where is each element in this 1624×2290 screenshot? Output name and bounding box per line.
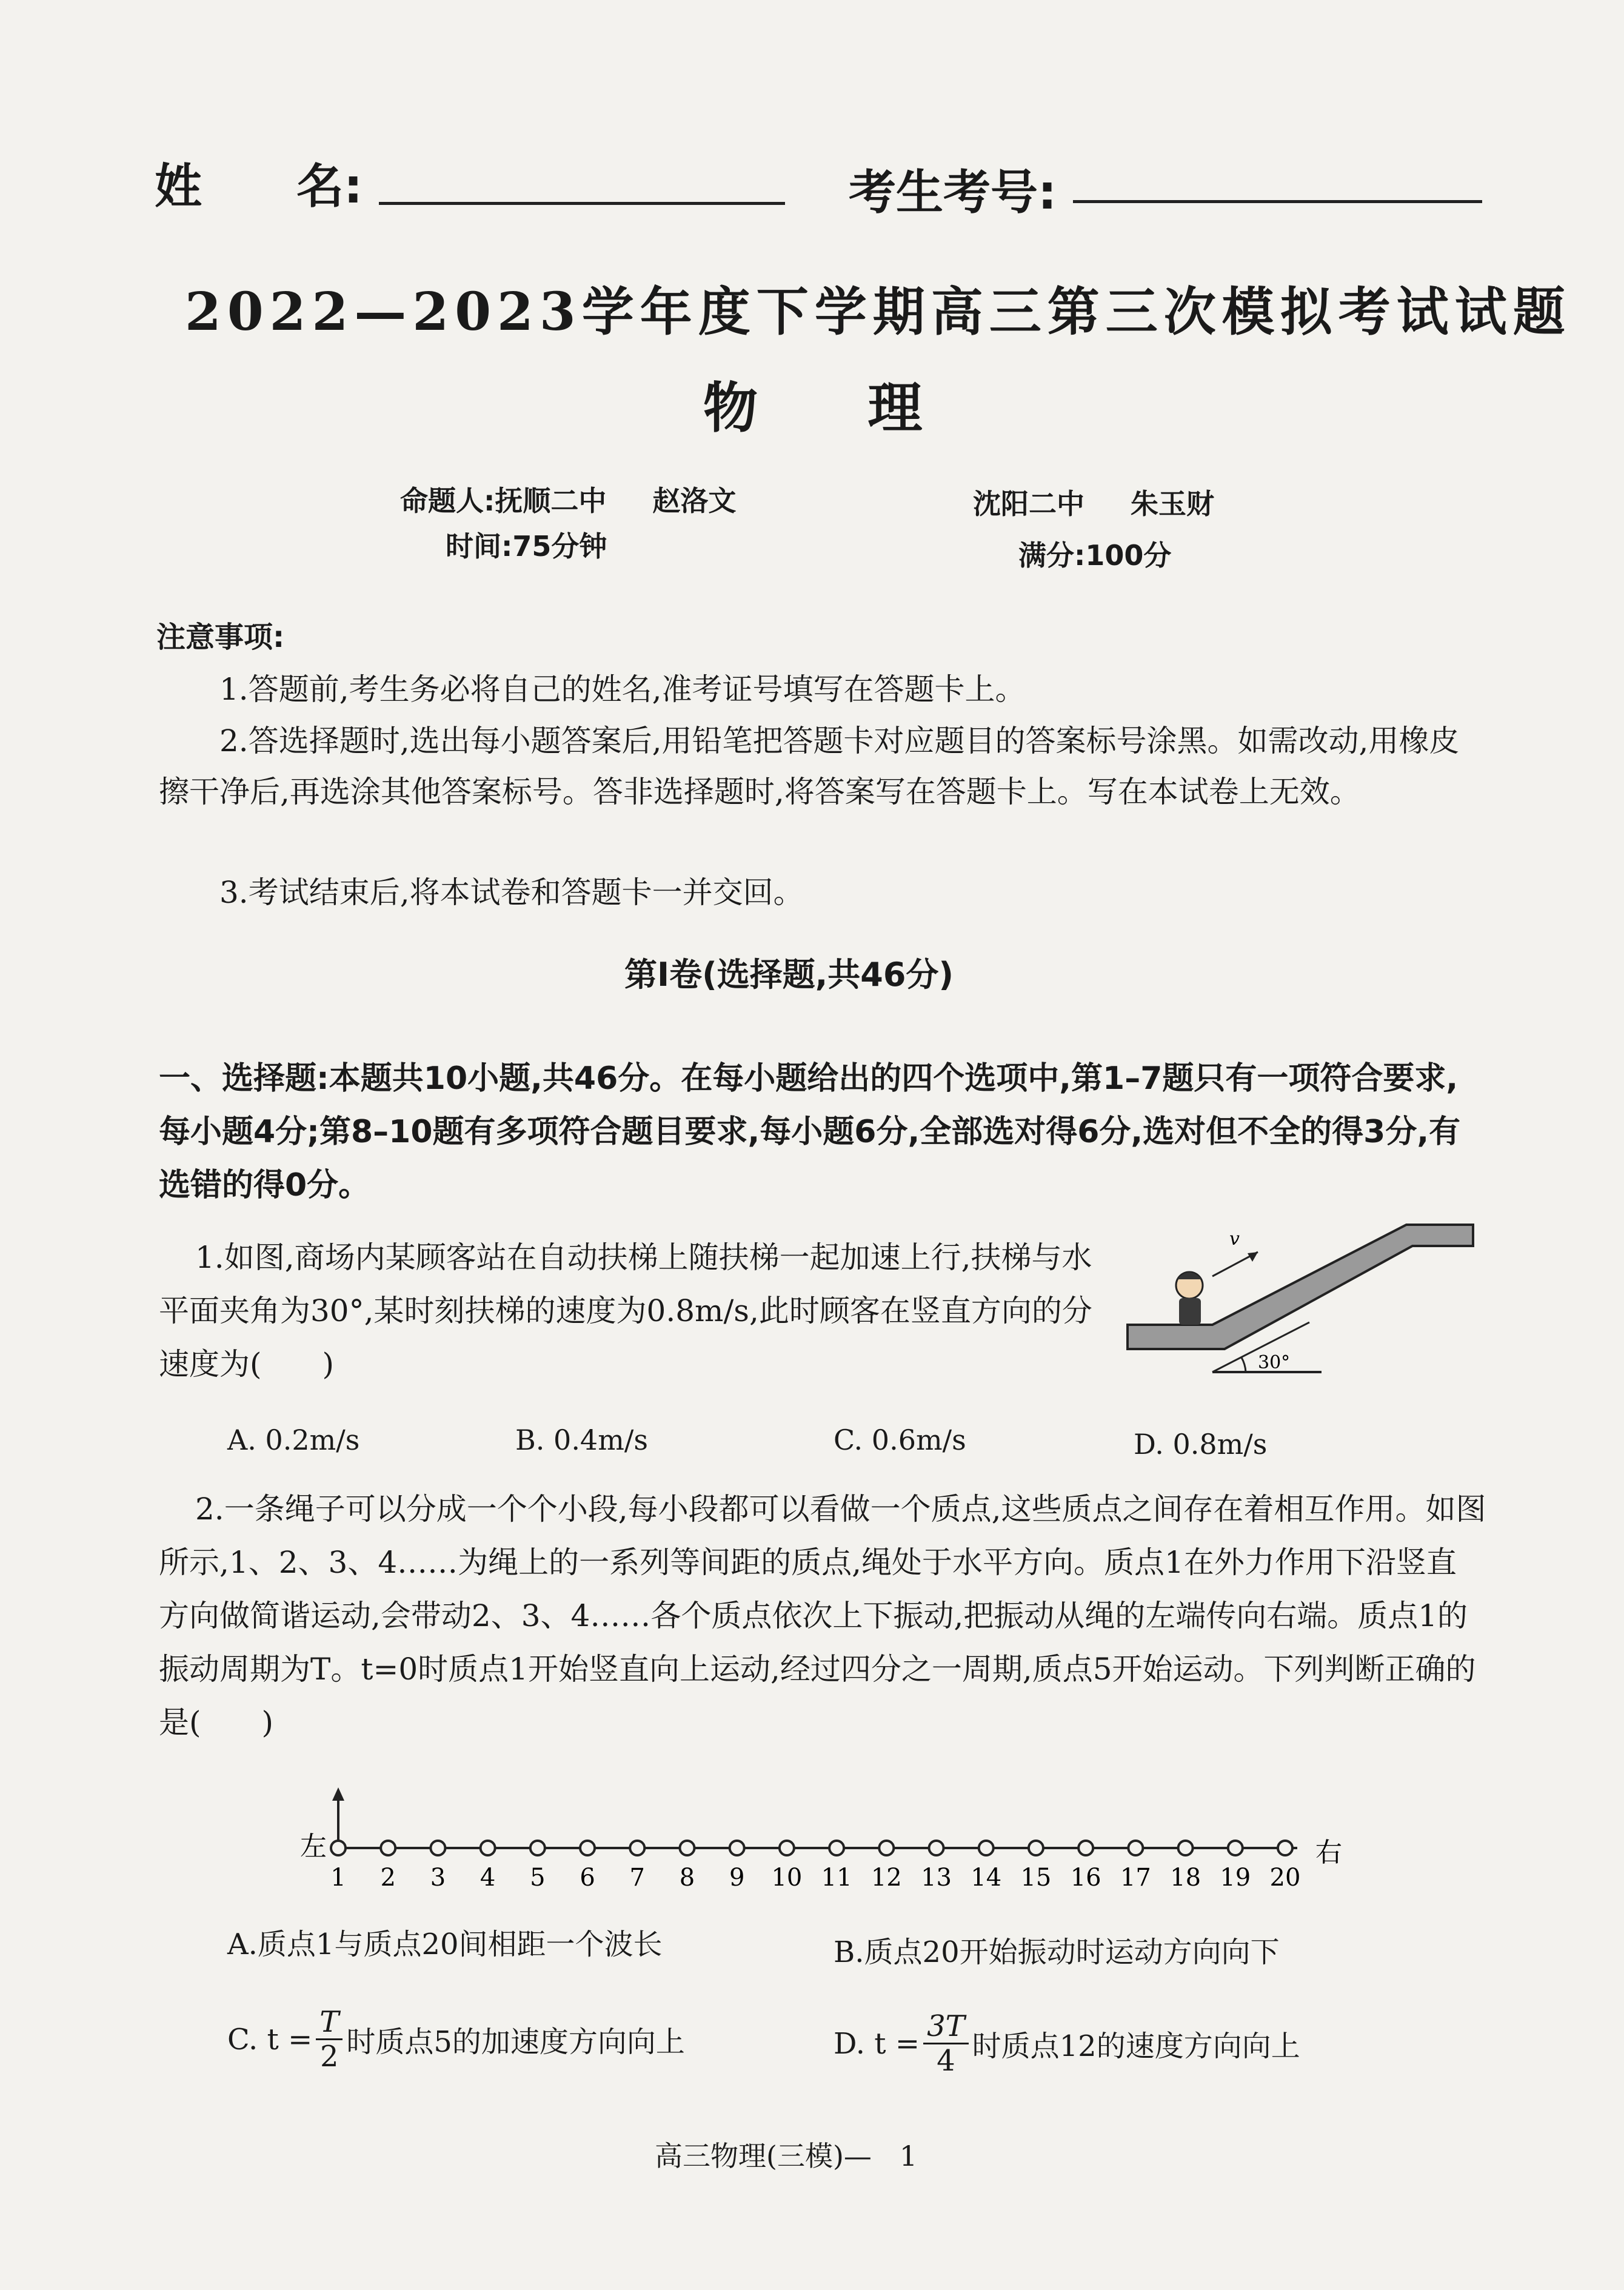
rope-point-label-6: 6 xyxy=(580,1864,595,1892)
q1-option-d: D. 0.8m/s xyxy=(1134,1428,1268,1461)
left-label: 左 xyxy=(300,1831,327,1862)
customer-body xyxy=(1179,1298,1201,1325)
right-label: 右 xyxy=(1315,1837,1342,1868)
rope-point-label-3: 3 xyxy=(430,1864,446,1892)
escalator-figure xyxy=(1121,1210,1479,1385)
rope-point-label-14: 14 xyxy=(971,1864,1002,1892)
section-title: 第Ⅰ卷(选择题,共46分) xyxy=(624,956,954,994)
force-axis-arrowhead xyxy=(332,1787,344,1801)
author-line xyxy=(400,479,736,519)
subject-char-1: 物 xyxy=(703,376,758,440)
notice-item-2: 2.答选择题时,选出每小题答案后,用铅笔把答题卡对应题目的答案标号涂黑。如需改动,用橡皮擦干净后,再选涂其他答案标号。答非选择题时,将答案写在答题卡上。写在本试卷上无效。 xyxy=(159,723,1460,809)
rope-point-label-13: 13 xyxy=(921,1864,952,1892)
rope-point-label-4: 4 xyxy=(480,1864,496,1892)
q2-option-d xyxy=(834,2010,1300,2077)
q1-option-a: A. 0.2m/s xyxy=(227,1424,360,1456)
page-footer: 高三物理(三模)— 1 xyxy=(655,2140,918,2172)
rope-point-label-7: 7 xyxy=(629,1864,645,1892)
author-line-2 xyxy=(973,482,1214,522)
exam-time: 时间:75分钟 xyxy=(446,530,607,563)
notice-item-3: 3.考试结束后,将本试卷和答题卡一并交回。 xyxy=(219,875,804,910)
subject-char-2: 理 xyxy=(867,376,923,440)
rope-point-label-16: 16 xyxy=(1070,1864,1101,1892)
rope-point-label-20: 20 xyxy=(1269,1864,1301,1892)
rope-point-label-12: 12 xyxy=(870,1864,902,1892)
rope-point-5 xyxy=(530,1841,545,1855)
rope-point-12 xyxy=(879,1841,894,1855)
rope-point-label-10: 10 xyxy=(771,1864,803,1892)
name-label: 姓 名: xyxy=(155,159,363,214)
q2-option-c-prefix: C. t = xyxy=(227,2022,313,2057)
rope-point-2 xyxy=(381,1841,395,1855)
rope-point-label-8: 8 xyxy=(679,1864,695,1892)
rope-point-14 xyxy=(979,1841,994,1855)
angle-label: 30° xyxy=(1258,1352,1291,1373)
rope-point-20 xyxy=(1278,1841,1292,1855)
rope-point-10 xyxy=(780,1841,794,1855)
q2-option-c-numerator: T xyxy=(316,2006,343,2040)
rope-figure xyxy=(291,1783,1358,1904)
rope-point-17 xyxy=(1128,1841,1143,1855)
rope-point-11 xyxy=(829,1841,844,1855)
school-2: 沈阳二中 xyxy=(973,487,1084,520)
rope-point-15 xyxy=(1029,1841,1043,1855)
rope-point-1 xyxy=(331,1841,346,1855)
author-2: 朱玉财 xyxy=(1131,487,1215,520)
q1-option-b: B. 0.4m/s xyxy=(515,1424,648,1456)
notice-item-1: 1.答题前,考生务必将自己的姓名,准考证号填写在答题卡上。 xyxy=(219,672,1026,707)
q2-option-c-denominator: 2 xyxy=(320,2040,339,2074)
q2-option-c-suffix: 时质点5的加速度方向向上 xyxy=(346,2025,685,2059)
rope-point-label-1: 1 xyxy=(330,1864,346,1892)
rope-point-label-17: 17 xyxy=(1120,1864,1151,1892)
rope-point-6 xyxy=(580,1841,595,1855)
rope-point-19 xyxy=(1228,1841,1243,1855)
q2-option-b: B.质点20开始振动时运动方向向下 xyxy=(834,1935,1280,1969)
rope-point-7 xyxy=(630,1841,644,1855)
full-score: 满分:100分 xyxy=(1018,539,1172,572)
rope-point-4 xyxy=(481,1841,495,1855)
author-1: 赵洛文 xyxy=(652,484,737,517)
rope-point-label-18: 18 xyxy=(1170,1864,1201,1892)
q2-stem: 2.一条绳子可以分成一个个小段,每小段都可以看做一个质点,这些质点之间存在着相互作用。如图所示,1、2、3、4……为绳上的一系列等间距的质点,绳处于水平方向。质点1在外力作用下沿竖直方向做简谐运动,会带动2、3、4……各个质点依次上下振动,把振动从绳的左端传向右端。质点1的振动周期为T。t=0时质点1开始竖直向上运动,经过四分之一周期,质点5开始运动。下列判断正确的是( ) xyxy=(159,1492,1486,1740)
exam-number-label: 考生考号: xyxy=(849,166,1057,220)
q2-option-c xyxy=(227,2006,685,2073)
rope-point-18 xyxy=(1178,1841,1193,1855)
angle-arc xyxy=(1241,1358,1246,1372)
section-intro: 一、选择题:本题共10小题,共46分。在每小题给出的四个选项中,第1–7题只有一项符合要求,每小题4分;第8–10题有多项符合题目要求,每小题6分,全部选对得6分,选对但不全的得3分,有选错的得0分。 xyxy=(159,1060,1461,1204)
q1-stem: 1.如图,商场内某顾客站在自动扶梯上随扶梯一起加速上行,扶梯与水平面夹角为30°,某时刻扶梯的速度为0.8m/s,此时顾客在竖直方向的分速度为( ) xyxy=(159,1240,1092,1382)
exam-number-blank-line xyxy=(1073,200,1482,203)
q2-option-c-fraction xyxy=(316,2006,343,2073)
rope-point-8 xyxy=(680,1841,694,1855)
rope-point-16 xyxy=(1078,1841,1093,1855)
subject-title xyxy=(703,364,922,443)
rope-point-label-2: 2 xyxy=(380,1864,396,1892)
author-label: 命题人:抚顺二中 xyxy=(400,484,607,517)
rope-point-label-9: 9 xyxy=(729,1864,745,1892)
q2-option-d-prefix: D. t = xyxy=(834,2026,920,2061)
rope-point-label-19: 19 xyxy=(1220,1864,1251,1892)
q1-option-c: C. 0.6m/s xyxy=(834,1424,966,1456)
rope-point-label-5: 5 xyxy=(530,1864,546,1892)
rope-point-13 xyxy=(929,1841,944,1855)
notice-title: 注意事项: xyxy=(156,620,285,654)
velocity-label: v xyxy=(1229,1228,1240,1250)
rope-point-3 xyxy=(430,1841,445,1855)
q2-option-d-suffix: 时质点12的速度方向向上 xyxy=(972,2029,1300,2063)
customer-hair xyxy=(1177,1273,1201,1280)
q2-option-d-denominator: 4 xyxy=(937,2044,955,2078)
q2-option-d-fraction xyxy=(923,2010,969,2077)
name-blank-line xyxy=(379,202,785,205)
q2-option-a: A.质点1与质点20间相距一个波长 xyxy=(227,1927,663,1961)
rope-point-9 xyxy=(730,1841,744,1855)
rope-point-label-15: 15 xyxy=(1020,1864,1052,1892)
rope-point-label-11: 11 xyxy=(821,1864,852,1892)
q2-option-d-numerator: 3T xyxy=(923,2010,969,2044)
exam-title: 2022—2023学年度下学期高三第三次模拟考试试题 xyxy=(185,281,1571,343)
